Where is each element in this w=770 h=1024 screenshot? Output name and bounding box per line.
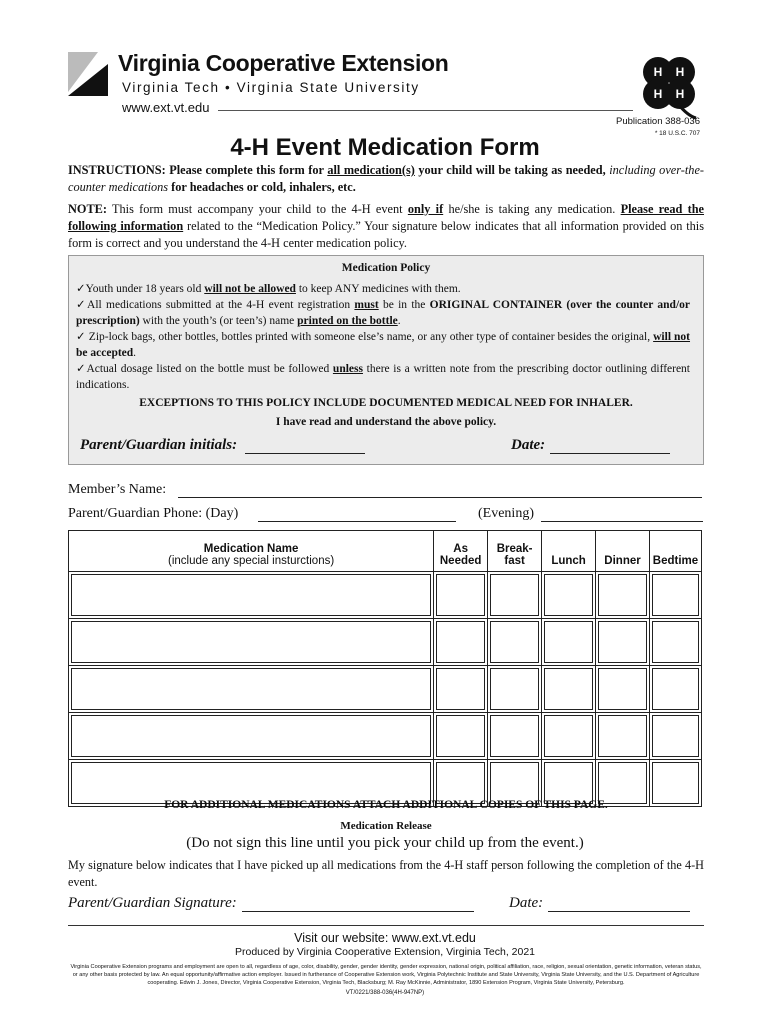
medication-name-input[interactable] (71, 621, 431, 663)
member-name-field[interactable] (178, 497, 702, 498)
schedule-input[interactable] (490, 668, 539, 710)
clover-letter: H (653, 87, 663, 101)
schedule-cell (434, 666, 488, 713)
schedule-input[interactable] (598, 574, 647, 616)
medication-name-input[interactable] (71, 715, 431, 757)
footer-code: VT/0221/388-036(4H-947NP) (345, 990, 425, 996)
member-name-label: Member’s Name: (68, 482, 167, 497)
phone-day-field[interactable] (258, 521, 456, 522)
footer-rule (68, 925, 704, 926)
schedule-cell (596, 713, 650, 760)
table-header-row (69, 531, 702, 572)
schedule-input[interactable] (598, 715, 647, 757)
policy-title: Medication Policy (341, 262, 431, 274)
policy-date-field[interactable] (550, 453, 670, 454)
schedule-cell (649, 619, 701, 666)
schedule-input[interactable] (490, 715, 539, 757)
footer-disclaimer: Virginia Cooperative Extension programs and employment are open to all, regardless of age, color, disability, gender, gender identity, gender expression, national origin, political affiliation, race, religion, sexual orientation, genetic information, veteran status, or any other basis protected by law. An equal opportunity/affirmative action employer. Issued in furtherance of Cooperative Extension work, Virginia Polytechnic Institute and State University, Virginia State University, and the U.S. Department of Agriculture cooperating. Edwin J. Jones, Director, Virginia Cooperative Extension, Virginia Tech, Blacksburg; M. Ray McKinnie, Administrator, 1890 Extension Program, Virginia State University, Petersburg. (70, 964, 702, 986)
initials-label: Parent/Guardian initials: (80, 437, 238, 453)
note-text: NOTE: This form must accompany your child to the 4-H event only if he/she is taking any medication. Please read the following information related to the “Medication Policy.” Your signature below indicates that all information provided on this form is correct and you understand the 4-H center medication policy. (68, 202, 705, 250)
check-icon: ✓ (76, 299, 88, 311)
medication-name-cell (69, 713, 434, 760)
phone-evening-field[interactable] (541, 521, 703, 522)
schedule-cell (649, 572, 701, 619)
medication-name-input[interactable] (71, 668, 431, 710)
col-as-needed: As Needed (434, 531, 488, 572)
schedule-cell (434, 572, 488, 619)
signature-label: Parent/Guardian Signature: (68, 895, 237, 911)
policy-understand: I have read and understand the above policy. (275, 416, 497, 428)
usc-notice: * 18 U.S.C. 707 (654, 130, 700, 137)
schedule-input[interactable] (490, 762, 539, 804)
release-date-label: Date: (509, 895, 544, 911)
schedule-input[interactable] (598, 668, 647, 710)
schedule-cell (542, 713, 596, 760)
clover-letter: H (675, 65, 685, 79)
release-note: (Do not sign this line until you pick your child up from the event.) (186, 835, 584, 851)
schedule-input[interactable] (436, 574, 485, 616)
medication-name-cell (69, 666, 434, 713)
release-date-field[interactable] (548, 911, 690, 912)
instructions-text: INSTRUCTIONS: Please complete this form for all medication(s) your child will be taking as needed, including over-the-counter medications for headaches or cold, inhalers, etc. (68, 163, 704, 194)
four-h-clover-icon (632, 46, 706, 120)
org-name: Virginia Cooperative Extension (118, 50, 449, 76)
policy-date-label: Date: (511, 437, 546, 453)
schedule-cell (434, 713, 488, 760)
medication-name-cell (69, 572, 434, 619)
table-row (69, 713, 702, 760)
schedule-input[interactable] (544, 762, 593, 804)
schedule-cell (596, 619, 650, 666)
schedule-cell (542, 572, 596, 619)
footer-produced: Produced by Virginia Cooperative Extension, Virginia Tech, 2021 (234, 946, 536, 958)
initials-field[interactable] (245, 453, 365, 454)
medication-name-input[interactable] (71, 574, 431, 616)
vce-logo-icon (68, 52, 108, 96)
schedule-cell (542, 666, 596, 713)
col-dinner: Dinner (596, 531, 650, 572)
header-rule (218, 110, 633, 111)
table-row (69, 666, 702, 713)
schedule-cell (488, 713, 542, 760)
table-row (69, 572, 702, 619)
publication-number: Publication 388-036 (616, 116, 700, 127)
org-url: www.ext.vt.edu (122, 100, 210, 115)
col-bedtime: Bedtime (649, 531, 701, 572)
medication-name-input[interactable] (71, 762, 431, 804)
policy-item: ✓ Zip-lock bags, other bottles, bottles printed with someone else’s name, or any other type of container besides the original, will not be accepted. (76, 331, 691, 359)
footer-website: Visit our website: www.ext.vt.edu (294, 931, 476, 945)
col-medication-name: Medication Name (include any special insturctions) (69, 531, 434, 572)
signature-field[interactable] (242, 911, 474, 912)
check-icon: ✓ (76, 331, 86, 343)
schedule-input[interactable] (436, 715, 485, 757)
schedule-cell (488, 572, 542, 619)
schedule-cell (649, 713, 701, 760)
col-breakfast: Break- fast (488, 531, 542, 572)
check-icon: ✓ (76, 283, 86, 295)
schedule-input[interactable] (544, 574, 593, 616)
policy-exceptions: EXCEPTIONS TO THIS POLICY INCLUDE DOCUMENTED MEDICAL NEED FOR INHALER. (139, 397, 633, 409)
schedule-input[interactable] (544, 715, 593, 757)
schedule-input[interactable] (544, 668, 593, 710)
schedule-input[interactable] (490, 621, 539, 663)
schedule-input[interactable] (652, 762, 699, 804)
schedule-input[interactable] (490, 574, 539, 616)
phone-evening-label: (Evening) (478, 506, 534, 521)
schedule-input[interactable] (544, 621, 593, 663)
schedule-input[interactable] (598, 762, 647, 804)
clover-letter: H (675, 87, 685, 101)
schedule-input[interactable] (652, 668, 699, 710)
check-icon: ✓ (76, 363, 87, 375)
schedule-cell (649, 666, 701, 713)
schedule-input[interactable] (436, 762, 485, 804)
medication-table (68, 530, 702, 807)
schedule-input[interactable] (652, 574, 699, 616)
schedule-input[interactable] (652, 715, 699, 757)
schedule-cell (488, 666, 542, 713)
schedule-cell (488, 619, 542, 666)
schedule-input[interactable] (598, 621, 647, 663)
policy-item: ✓Actual dosage listed on the bottle must be followed unless there is a written note from the prescribing doctor outlining different indications. (76, 363, 691, 391)
policy-item: ✓Youth under 18 years old will not be allowed to keep ANY medicines with them. (76, 283, 461, 295)
schedule-cell (596, 572, 650, 619)
org-subtitle: Virginia Tech • Virginia State University (122, 80, 420, 95)
phone-day-label: Parent/Guardian Phone: (Day) (68, 506, 239, 521)
additional-copies-note: FOR ADDITIONAL MEDICATIONS ATTACH ADDITIONAL COPIES OF THIS PAGE. (164, 799, 608, 811)
schedule-input[interactable] (436, 621, 485, 663)
schedule-cell (542, 619, 596, 666)
schedule-cell (434, 619, 488, 666)
table-row (69, 619, 702, 666)
medication-name-cell (69, 619, 434, 666)
policy-item: ✓All medications submitted at the 4-H event registration must be in the ORIGINAL CONTAINER (over the counter and/or prescription) with the youth’s (or teen’s) name printed on the bottle. (76, 299, 690, 327)
schedule-input[interactable] (652, 621, 699, 663)
col-lunch: Lunch (542, 531, 596, 572)
release-title: Medication Release (340, 820, 432, 832)
schedule-cell (596, 666, 650, 713)
schedule-input[interactable] (436, 668, 485, 710)
release-statement: My signature below indicates that I have picked up all medications from the 4-H staff person following the completion of the 4-H event. (68, 858, 704, 889)
clover-letter: H (653, 65, 663, 79)
page-title: 4-H Event Medication Form (230, 134, 540, 161)
